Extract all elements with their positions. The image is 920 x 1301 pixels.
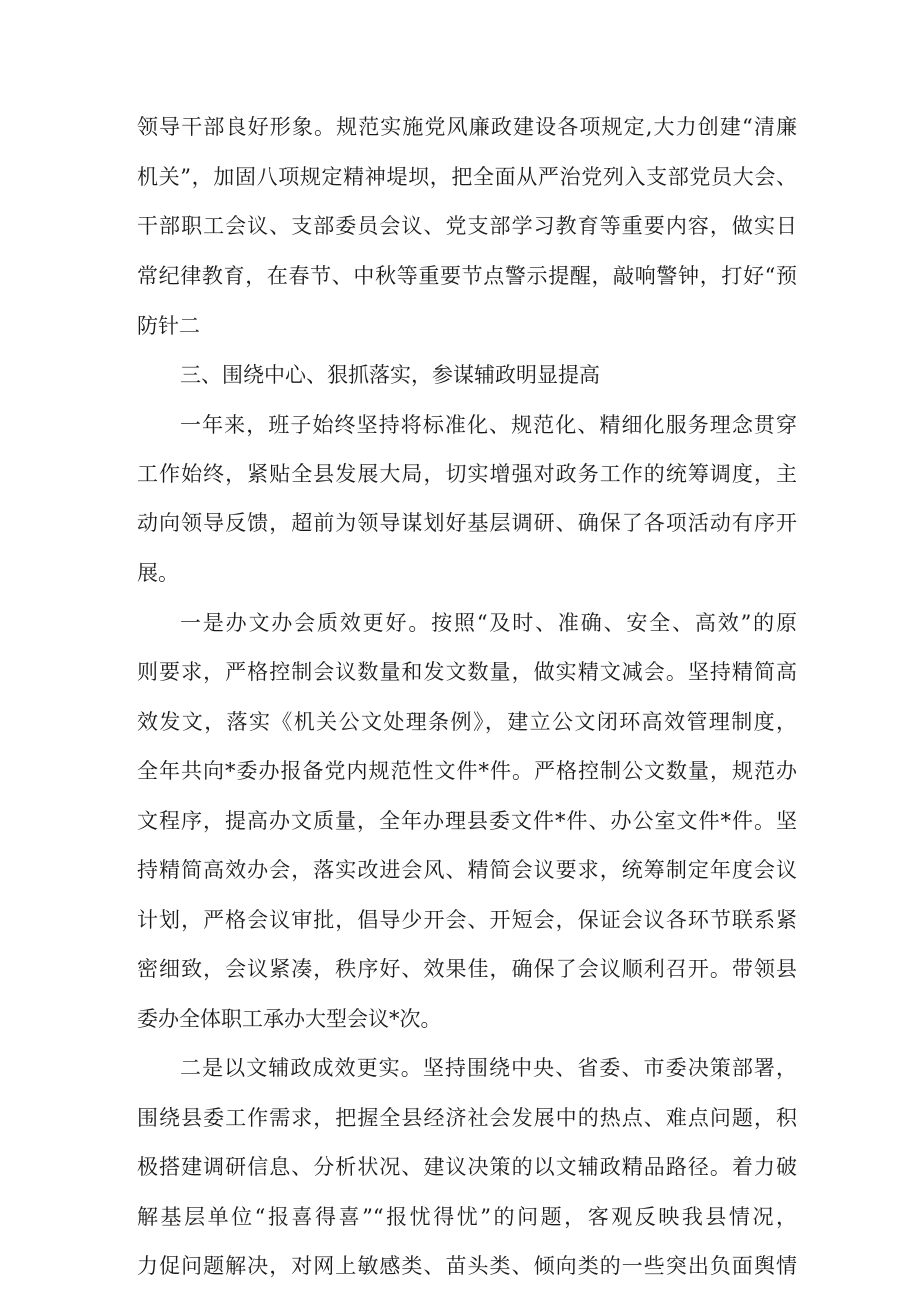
p3-line-3: 效发文，落实《机关公文处理条例》，建立公文闭环高效管理制度， <box>137 710 797 734</box>
p3-line-4: 全年共向*委办报备党内规范性文件*件。严格控制公文数量，规范办 <box>137 759 797 783</box>
p4-line-5: 力促问题解决，对网上敏感类、苗头类、倾向类的一些突出负面舆情 <box>137 1254 797 1278</box>
p1-line-4: 常纪律教育，在春节、中秋等重要节点警示提醒，敲响警钟，打好“预 <box>137 264 797 288</box>
p3-line-1: 一是办文办会质效更好。按照“及时、准确、安全、高效”的原 <box>180 611 797 635</box>
p2-line-3: 动向领导反馈，超前为领导谋划好基层调研、确保了各项活动有序开 <box>137 511 797 535</box>
p3-line-6: 持精简高效办会，落实改进会风、精简会议要求，统筹制定年度会议 <box>137 858 797 882</box>
p4-line-3: 极搭建调研信息、分析状况、建议决策的以文辅政精品路径。着力破 <box>137 1155 797 1179</box>
p3-line-2: 则要求，严格控制会议数量和发文数量，做实精文减会。坚持精简高 <box>137 660 797 684</box>
p1-line-1: 领导干部良好形象。规范实施党风廉政建设各项规定,大力创建“清廉 <box>137 115 797 139</box>
p1-line-2: 机关”，加固八项规定精神堤坝，把全面从严治党列入支部党员大会、 <box>137 165 797 189</box>
section-heading: 三、围绕中心、狠抓落实，参谋辅政明显提高 <box>180 363 600 387</box>
p2-line-2: 工作始终，紧贴全县发展大局，切实增强对政务工作的统筹调度，主 <box>137 462 797 486</box>
p2-line-1: 一年来，班子始终坚持将标准化、规范化、精细化服务理念贯穿 <box>180 413 797 437</box>
p3-line-5: 文程序，提高办文质量，全年办理县委文件*件、办公室文件*件。坚 <box>137 809 797 833</box>
p4-line-4: 解基层单位“报喜得喜”“报忧得忧”的问题，客观反映我县情况， <box>137 1205 797 1229</box>
p4-line-2: 围绕县委工作需求，把握全县经济社会发展中的热点、难点问题，积 <box>137 1106 797 1130</box>
p1-line-5: 防针二 <box>137 314 200 338</box>
p3-line-7: 计划，严格会议审批，倡导少开会、开短会，保证会议各环节联系紧 <box>137 908 797 932</box>
p4-line-1: 二是以文辅政成效更实。坚持围绕中央、省委、市委决策部署， <box>180 1056 797 1080</box>
p1-line-3: 干部职工会议、支部委员会议、党支部学习教育等重要内容，做实日 <box>137 214 797 238</box>
p3-line-8: 密细致，会议紧凑，秩序好、效果佳，确保了会议顺利召开。带领县 <box>137 957 797 981</box>
p3-line-9: 委办全体职工承办大型会议*次。 <box>137 1007 442 1031</box>
p2-line-4: 展。 <box>137 561 179 585</box>
